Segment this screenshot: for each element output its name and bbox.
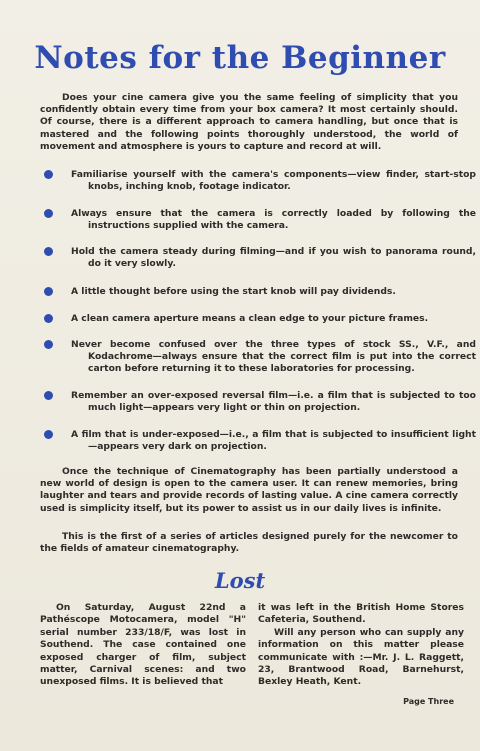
lost-text: it was left in the British Home Stores Cafeteria, Southend. [258, 602, 464, 626]
tip-text: A little thought before using the start knob will pay dividends. [71, 286, 396, 297]
bullet-icon [44, 287, 53, 296]
page-title: Notes for the Beginner [34, 40, 446, 76]
lost-heading: Lost [214, 568, 266, 593]
intro-paragraph: Does your cine camera give you the same feeling of simplicity that you confidently obtain every time from your box camera? It most certainly should. Of course, there is a different approach to camera handling, but once that is mastered and the following points thoroughly understood, the world of movement and atmosphere is yours to capture and record at will. [40, 92, 458, 152]
tip-text: Never become confused over the three types of stock SS., V.F., and Kodachrome—always ensure that the correct film is put into the correct carton before returning it to these laboratories for processing. [71, 339, 476, 374]
bullet-icon [44, 209, 53, 218]
series-note: This is the first of a series of articles designed purely for the newcomer to the fields of amateur cinematography. [40, 531, 458, 555]
tip-text: A film that is under-exposed—i.e., a film that is subjected to insufficient light—appears very dark on projection. [71, 429, 476, 452]
bullet-icon [44, 430, 53, 439]
tip-text: Always ensure that the camera is correctly loaded by following the instructions supplied with the camera. [71, 208, 476, 231]
closing-paragraph: Once the technique of Cinematography has been partially understood a new world of design is open to the camera user. It can renew memories, bring laughter and tears and provide records of lasting value. A cine camera correctly used is simplicity itself, but its power to assist us in our daily lives is infinite. [40, 466, 458, 514]
lost-column-left [40, 602, 246, 689]
tip-text: Hold the camera steady during filming—and if you wish to panorama round, do it very slowly. [71, 246, 476, 269]
bullet-icon [44, 170, 53, 179]
bullet-icon [44, 340, 53, 349]
lost-column-right [258, 602, 464, 689]
bullet-icon [44, 247, 53, 256]
lost-text: On Saturday, August 22nd a Pathéscope Motocamera, model "H" serial number 233/18/F, was lost in Southend. The case contained one exposed charger of film, subject matter, Carnival scenes: and two unexposed films. It is believed that [40, 602, 246, 688]
tip-text: Familiarise yourself with the camera's components—view finder, start-stop knobs, inching knob, footage indicator. [71, 169, 476, 192]
lost-contact: Will any person who can supply any information on this matter please communicate with :—Mr. J. L. Raggett, 23, Brantwood Road, Barnehurst, Bexley Heath, Kent. [258, 626, 464, 688]
bullet-icon [44, 314, 53, 323]
page-number: Page Three [403, 697, 454, 706]
tip-text: A clean camera aperture means a clean edge to your picture frames. [71, 313, 429, 324]
bullet-icon [44, 391, 53, 400]
tip-text: Remember an over-exposed reversal film—i.e. a film that is subjected to too much light—appears very light or thin on projection. [71, 390, 476, 413]
